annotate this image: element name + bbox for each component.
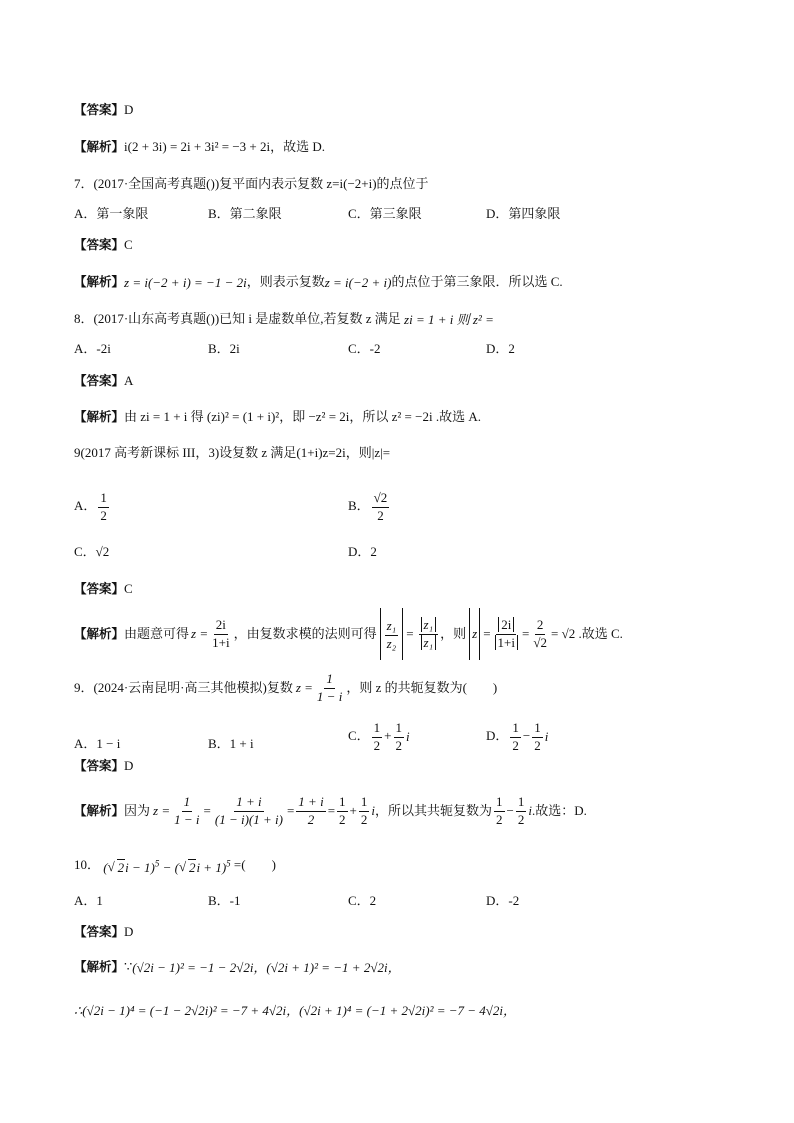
answer-label: 【答案】 [74, 102, 125, 117]
q10-stem-line: 10． (√ 2i − 1)$^5$ − (√ 2i + 1)$^5$ =( ) [74, 852, 276, 876]
q8-analysis: 由 zi = 1 + i 得 (zi)² = (1 + i)²，即 −z² = 2i，所以 z² = −2i .故选 A. [124, 409, 481, 424]
q10-option-b: B．-1 [208, 893, 241, 908]
q8-stem-math: zi = 1 + i [404, 312, 454, 328]
answer-label: 【答案】 [74, 237, 125, 252]
q9a-analysis-line: 【解析】 由题意可得 z = $\frac{2i}{1+i}$ ，由复数求模的法则可得 $\frac{\text{z₁}}{\text{z₂}}$ = $\frac{\text{z₁}}{\text{z₁}}$ ，则 z = $\frac{2i}{1+i}$ = $\frac{2}{√2}$ = √2 .故选 C. [74, 608, 623, 660]
q9a-answer: C [124, 581, 133, 596]
q7-option-c: C．第三象限 [348, 206, 422, 221]
fraction: $\frac{2}{√2}$ [533, 617, 547, 650]
q9a-answer-line [74, 577, 133, 601]
answer-label: 【答案】 [74, 758, 125, 773]
q10-option-a: A．1 [74, 893, 103, 908]
q9b-options [0, 704, 794, 756]
q8-stem: 8．(2017·山东高考真题())已知 i 是虚数单位,若复数 z 满足 [74, 311, 401, 326]
answer-label: 【答案】 [74, 373, 125, 388]
analysis-label: 【解析】 [74, 409, 125, 424]
q7-analysis-line [74, 270, 563, 294]
fraction: $\frac{1}{2}$ [100, 490, 107, 523]
fraction: $\frac{2i}{1+i}$ [493, 618, 520, 650]
analysis-label: 【解析】 [74, 626, 125, 641]
q6-analysis-math: i(2 + 3i) = 2i + 3i² = −3 + 2i [124, 139, 271, 154]
q9a-option-a: A． $\frac{1}{2}$ [74, 490, 107, 523]
q7-options [0, 202, 794, 226]
q8-answer-line [74, 369, 133, 393]
q9a-option-c: C．√2 [74, 544, 110, 559]
q8-option-a: A．-2i [74, 341, 111, 356]
q8-answer: A [124, 373, 134, 388]
q10-option-d: D．-2 [486, 893, 520, 908]
fraction: $\frac{2i}{1+i}$ [212, 617, 230, 650]
q10-analysis-line1: (√2i − 1)² = −1 − 2√2i，(√2i + 1)² = −1 + 2√2i， [132, 960, 401, 976]
answer-label: 【答案】 [74, 924, 125, 939]
fraction: $\frac{√2}{2}$ [373, 490, 388, 523]
q7-analysis-math2: z = i(−2 + i) [324, 275, 392, 291]
q9b-option-c: C． $\frac{1}{2}$ + $\frac{1}{2}$ i [348, 720, 410, 753]
q8-option-c: C．-2 [348, 341, 381, 356]
q6-analysis-tail: ，故选 D. [270, 139, 326, 154]
q8-stem-tail: 则 z² = [456, 312, 494, 328]
q8-options [0, 337, 794, 361]
q6-analysis-line [74, 135, 325, 159]
q9a-option-d: D．2 [348, 544, 377, 559]
q9a-option-b: B． $\frac{√2}{2}$ [348, 490, 388, 523]
fraction: $\frac{1}{1 - i}$ [316, 671, 343, 704]
q10-answer-line [74, 920, 133, 944]
q9b-stem-line: 9．(2024·云南昆明·高三其他模拟)复数 z = $\frac{1}{1 - i}$ ，则 z 的共轭复数为( ) [74, 671, 498, 704]
q6-answer: D [124, 102, 134, 117]
analysis-label: 【解析】 [74, 959, 125, 974]
q8-option-d: D．2 [486, 341, 515, 356]
q6-answer-line [74, 98, 133, 122]
q9b-option-d: D． $\frac{1}{2}$ − $\frac{1}{2}$ i [486, 720, 549, 753]
q9a-options-row1 [0, 474, 794, 526]
analysis-label: 【解析】 [74, 139, 125, 154]
q9a-options-row2 [0, 540, 794, 564]
q7-option-b: B．第二象限 [208, 206, 282, 221]
q7-answer: C [124, 237, 133, 252]
q8-stem-line [74, 307, 494, 331]
q9b-analysis-line: 【解析】 因为 z = $\frac{1}{1 - i}$ = 1 + i (1 − i)(1 + i) = 1 + i 2 = 1 2 + 1 2 i ，所以其共轭复数为 1 2 − 1 2 i .故选：D. [74, 785, 587, 837]
q10-option-c: C．2 [348, 893, 377, 908]
q9b-answer-line [74, 754, 133, 778]
abs-fraction: $\frac{\text{z₁}}{\text{z₂}}$ [380, 608, 404, 660]
q7-analysis-tail: 的点位于第三象限．所以选 C. [391, 274, 563, 289]
fraction: $\frac{\text{z₁}}{\text{z₁}}$ [419, 617, 439, 650]
q10-analysis-line1: 【解析】∵(√2i − 1)² = −1 − 2√2i，(√2i + 1)² = −1 + 2√2i， [74, 959, 401, 976]
q10-answer: D [124, 924, 134, 939]
q9b-option-b: B．1 + i [208, 736, 254, 751]
analysis-label: 【解析】 [74, 274, 125, 289]
answer-label: 【答案】 [74, 581, 125, 596]
q7-option-a: A．第一象限 [74, 206, 149, 221]
q7-option-d: D．第四象限 [486, 206, 561, 221]
q7-stem: 7．(2017·全国高考真题())复平面内表示复数 z=i(−2+i)的点位于 [74, 176, 429, 191]
q7-analysis-mid: ，则表示复数 [246, 274, 325, 289]
q7-analysis-math1: z = i(−2 + i) = −1 − 2i [124, 275, 247, 291]
q8-analysis-line [74, 405, 481, 429]
q8-option-b: B．2i [208, 341, 240, 356]
q7-answer-line [74, 233, 133, 257]
analysis-label: 【解析】 [74, 803, 125, 818]
q10-analysis-line2: ∴(√2i − 1)⁴ = (−1 − 2√2i)² = −7 + 4√2i，(√2i + 1)⁴ = (−1 + 2√2i)² = −7 − 4√2i， [74, 1003, 517, 1019]
q9b-answer: D [124, 758, 134, 773]
q9a-stem: 9(2017 高考新课标 III，3)设复数 z 满足(1+i)z=2i，则|z|= [74, 445, 391, 460]
q9b-option-a: A．1 − i [74, 736, 121, 751]
q10-options [0, 889, 794, 913]
